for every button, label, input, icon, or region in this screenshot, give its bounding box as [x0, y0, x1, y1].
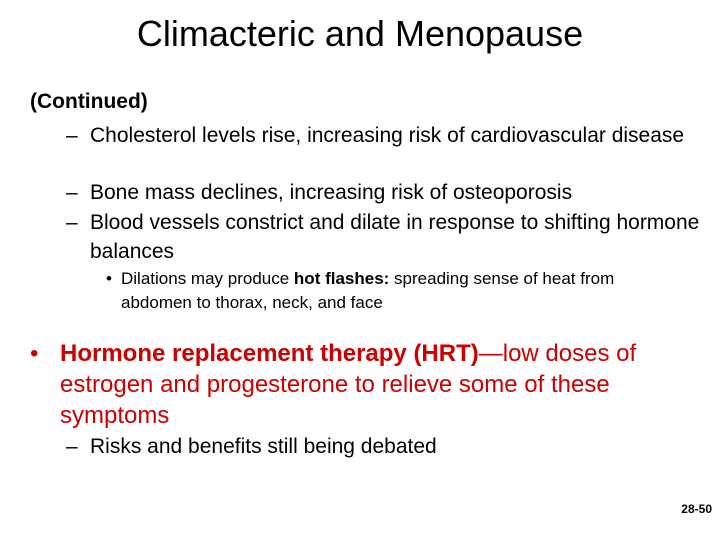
hrt-term: Hormone replacement therapy (HRT) — [60, 340, 479, 367]
list-item-text: Bone mass declines, increasing risk of osteoporosis — [90, 181, 573, 204]
dash-marker: – — [66, 124, 78, 147]
list-item-text: Cholesterol levels rise, increasing risk of cardiovascular disease — [90, 124, 685, 147]
sub-item-text-pre: Dilations may produce — [121, 269, 294, 288]
list-item-bone-mass — [66, 178, 706, 207]
hrt-text — [60, 338, 650, 431]
list-item-risks — [66, 432, 706, 461]
slide-title: Climacteric and Menopause — [136, 13, 584, 54]
page-number: 28-50 — [681, 502, 712, 516]
hot-flashes-term: hot flashes: — [293, 269, 390, 288]
dash-marker: – — [66, 435, 78, 458]
list-item-hrt — [30, 338, 650, 431]
bullet-marker: • — [106, 269, 112, 288]
sub-item-hot-flashes — [106, 267, 686, 315]
list-item-cholesterol — [66, 121, 706, 150]
hrt-definition: —low doses of estrogen and progesterone to relieve some of these symptoms — [60, 340, 637, 429]
bullet-marker: • — [30, 340, 39, 367]
dash-marker: – — [66, 211, 78, 234]
list-item-blood-vessels — [66, 208, 706, 266]
sub-item-text — [121, 267, 686, 315]
list-item-text: Blood vessels constrict and dilate in response to shifting hormone balances — [90, 211, 700, 263]
section-heading: (Continued) — [30, 90, 148, 113]
sub-item-text-post: spreading sense of heat from abdomen to thorax, neck, and face — [121, 269, 615, 312]
dash-marker: – — [66, 181, 78, 204]
list-item-text: Risks and benefits still being debated — [90, 435, 437, 458]
